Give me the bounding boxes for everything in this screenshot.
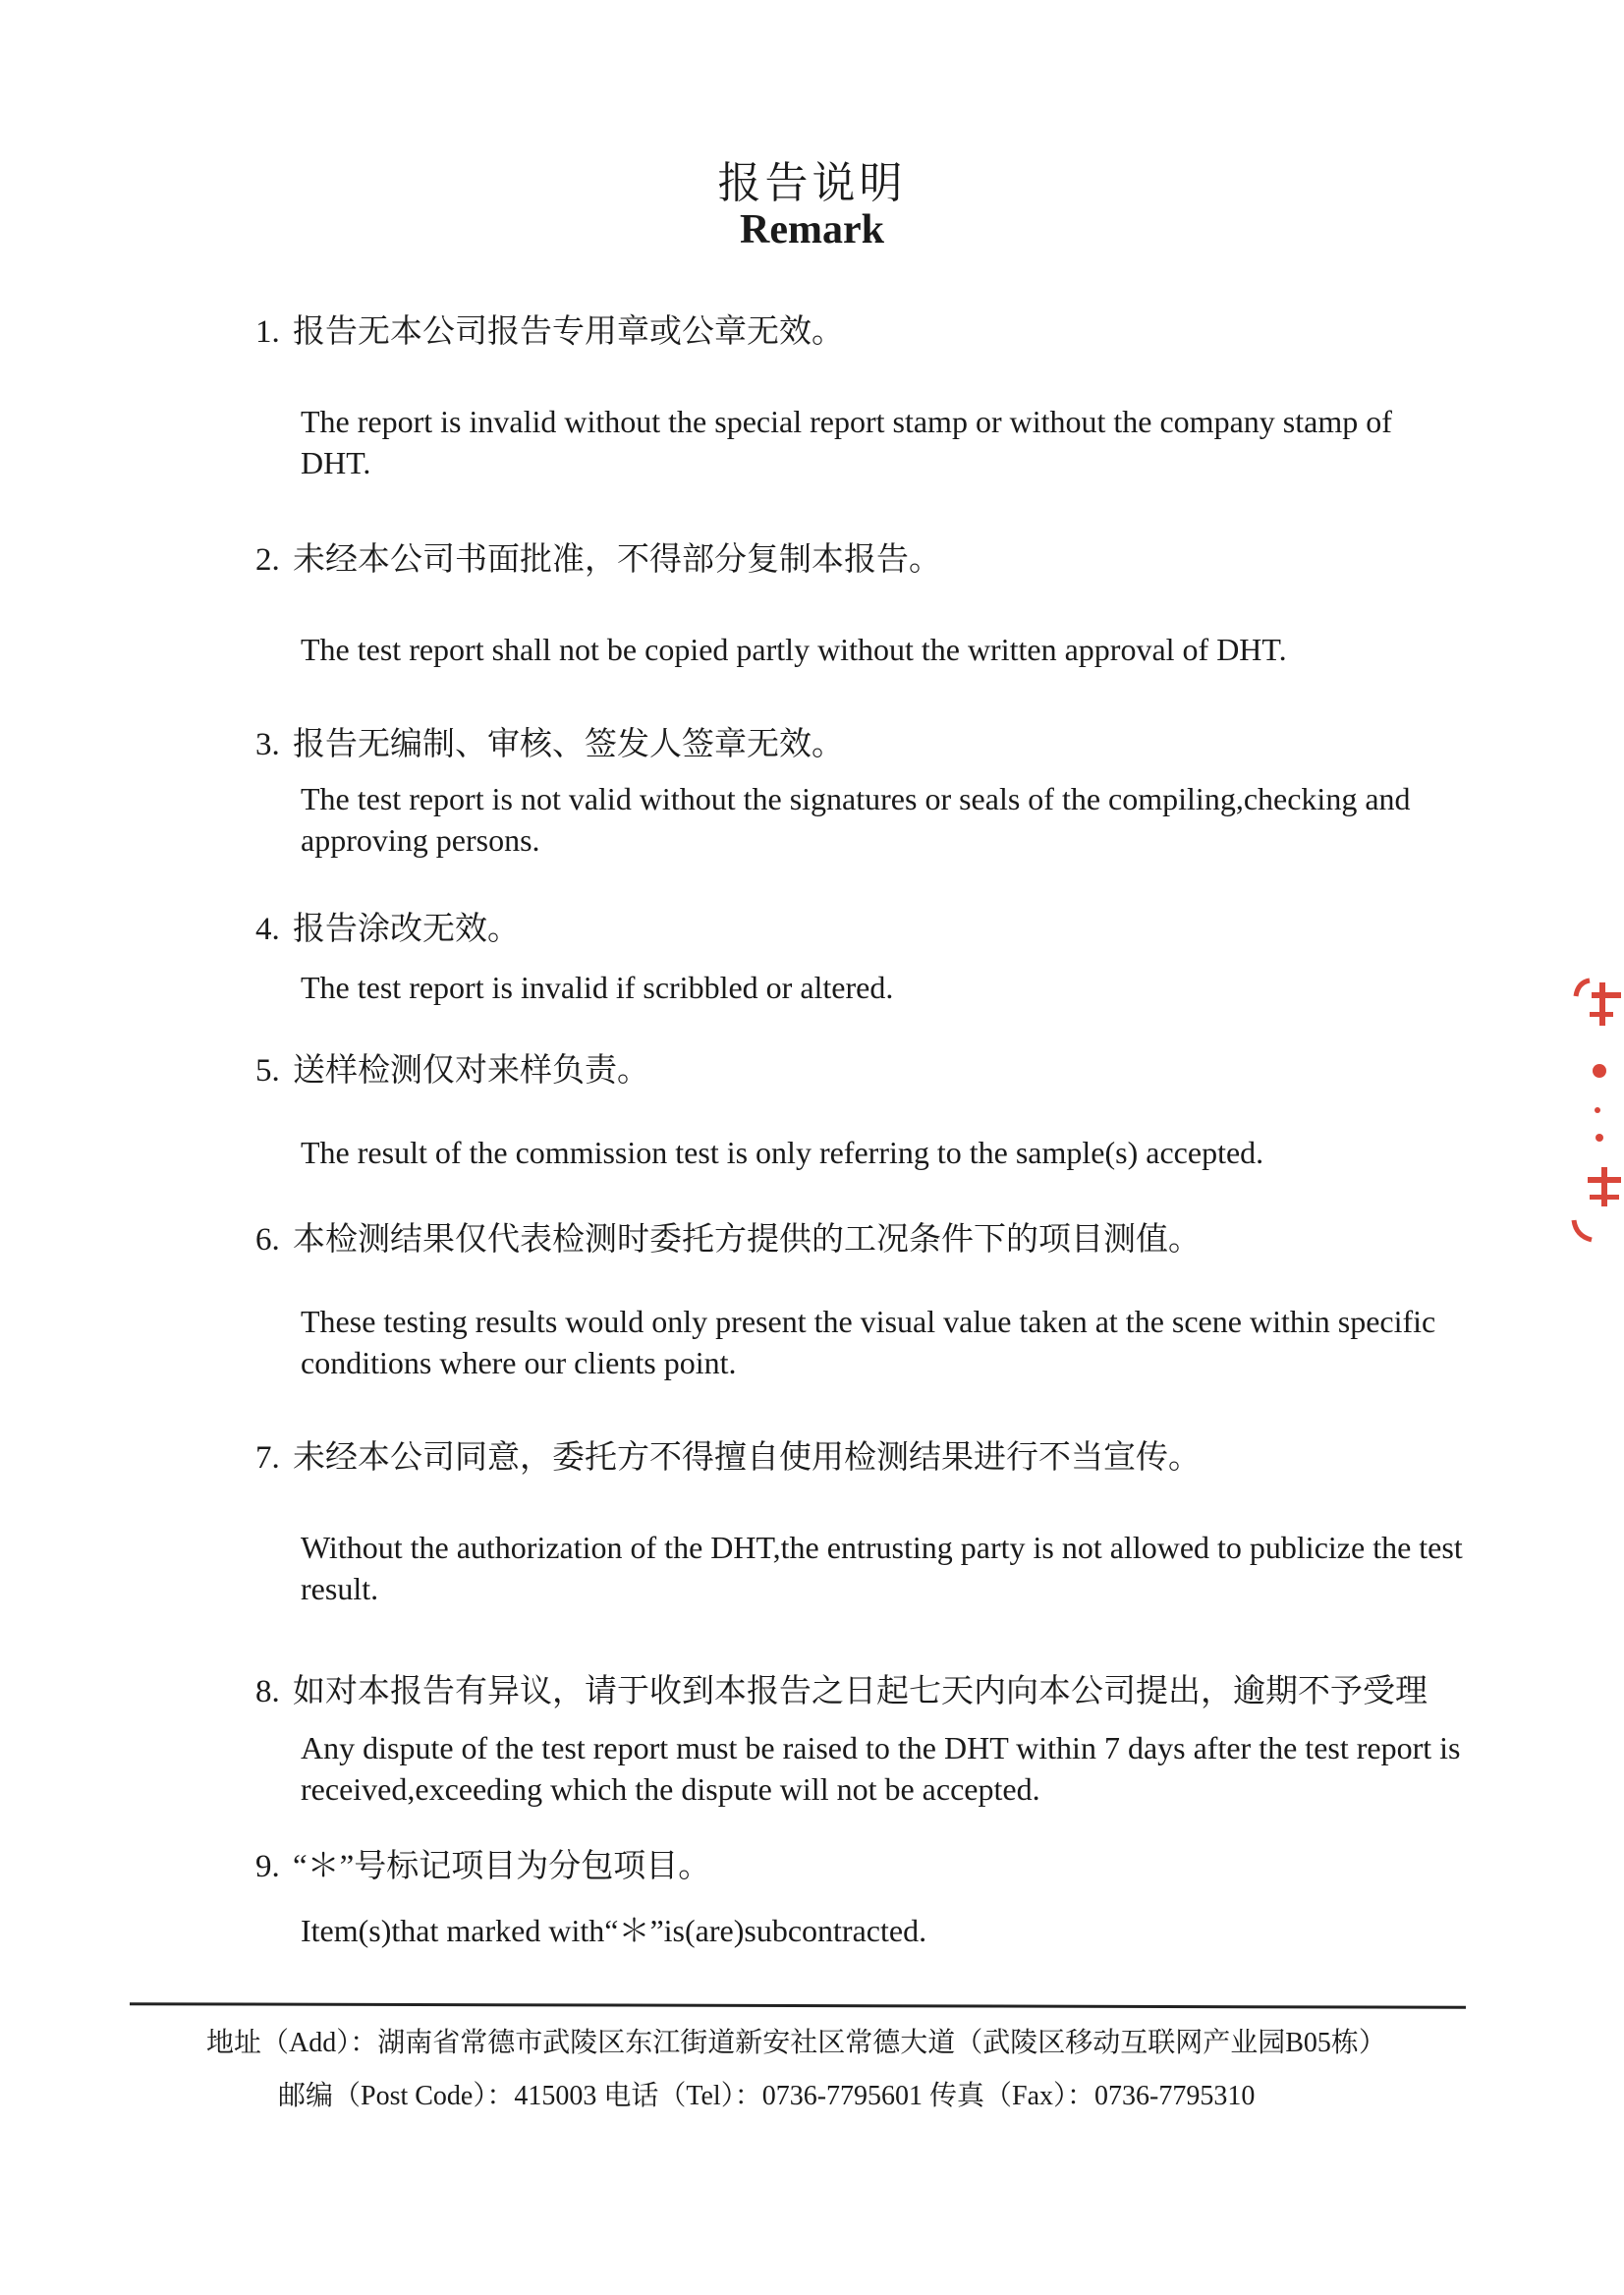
item-number: 1. — [255, 314, 280, 350]
item-number: 3. — [255, 727, 280, 762]
seal-mark — [1592, 992, 1621, 998]
seal-ring-top — [1576, 980, 1590, 996]
seal-dot — [1593, 1064, 1606, 1078]
item-text-cn: 如对本报告有异议，请于收到本报告之日起七天内向本公司提出，逾期不予受理 — [293, 1674, 1428, 1709]
remark-item-7 — [255, 1436, 1464, 1609]
item-number: 8. — [255, 1674, 280, 1709]
item-text-en: The result of the commission test is only referring to the sample(s) accepted. — [301, 1135, 1264, 1170]
item-text-cn: “＊”号标记项目为分包项目。 — [293, 1849, 711, 1884]
remark-item-6 — [255, 1218, 1464, 1383]
item-text-en: Item(s)that marked with“＊”is(are)subcontracted. — [301, 1913, 927, 1948]
company-seal-partial — [1570, 963, 1624, 1258]
remark-item-9 — [255, 1845, 1464, 1951]
seal-ring-bottom — [1574, 1220, 1592, 1240]
seal-mark — [1599, 982, 1605, 1026]
seal-mark — [1590, 1195, 1619, 1200]
remark-item-3 — [255, 723, 1464, 861]
item-text-en: The test report is invalid if scribbled or altered. — [301, 970, 894, 1005]
seal-mark — [1590, 1012, 1613, 1017]
item-text-en: These testing results would only present the visual value taken at the scene within specific conditions where our clients point. — [301, 1304, 1436, 1380]
seal-ring-left — [1574, 1002, 1576, 1228]
item-text-cn: 报告无本公司报告专用章或公章无效。 — [293, 314, 844, 350]
item-text-en: The test report is not valid without the signatures or seals of the compiling,checking and approving persons. — [301, 781, 1411, 858]
remark-item-8 — [255, 1670, 1464, 1810]
seal-dot — [1596, 1134, 1603, 1142]
item-text-cn: 报告无编制、审核、签发人签章无效。 — [293, 727, 844, 762]
item-text-cn: 本检测结果仅代表检测时委托方提供的工况条件下的项目测值。 — [293, 1222, 1201, 1258]
remark-item-2 — [255, 538, 1464, 670]
item-number: 6. — [255, 1222, 280, 1258]
item-text-cn: 报告涂改无效。 — [293, 912, 520, 947]
item-number: 9. — [255, 1849, 280, 1884]
item-number: 4. — [255, 912, 280, 947]
seal-mark — [1601, 1167, 1607, 1206]
item-number: 5. — [255, 1053, 280, 1089]
remark-item-1 — [255, 310, 1464, 483]
remark-item-5 — [255, 1049, 1464, 1173]
page-title-cn: 报告说明 — [717, 159, 907, 207]
item-number: 7. — [255, 1440, 280, 1476]
item-text-en: Any dispute of the test report must be raised to the DHT within 7 days after the test report is received,exceeding which the dispute will not be accepted. — [301, 1730, 1461, 1807]
footer-contact: 邮编（Post Code）：415003 电话（Tel）：0736-7795601 传真（Fax）：0736-7795310 — [278, 2081, 1256, 2111]
item-text-en: The report is invalid without the special report stamp or without the company stamp of DHT. — [301, 404, 1392, 480]
footer-address: 地址（Add）：湖南省常德市武陵区东江街道新安社区常德大道（武陵区移动互联网产业园B05栋） — [206, 2028, 1386, 2058]
item-text-cn: 未经本公司同意，委托方不得擅自使用检测结果进行不当宣传。 — [293, 1440, 1201, 1476]
item-text-en: Without the authorization of the DHT,the entrusting party is not allowed to publicize the test result. — [301, 1530, 1463, 1606]
footer-divider — [130, 2002, 1466, 2009]
item-number: 2. — [255, 542, 280, 578]
item-text-cn: 未经本公司书面批准，不得部分复制本报告。 — [293, 542, 941, 578]
item-text-en: The test report shall not be copied partly without the written approval of DHT. — [301, 632, 1287, 667]
item-text-cn: 送样检测仅对来样负责。 — [293, 1053, 649, 1089]
remark-item-4 — [255, 908, 1464, 1008]
seal-dot — [1595, 1107, 1600, 1113]
page-title-en: Remark — [740, 207, 884, 252]
